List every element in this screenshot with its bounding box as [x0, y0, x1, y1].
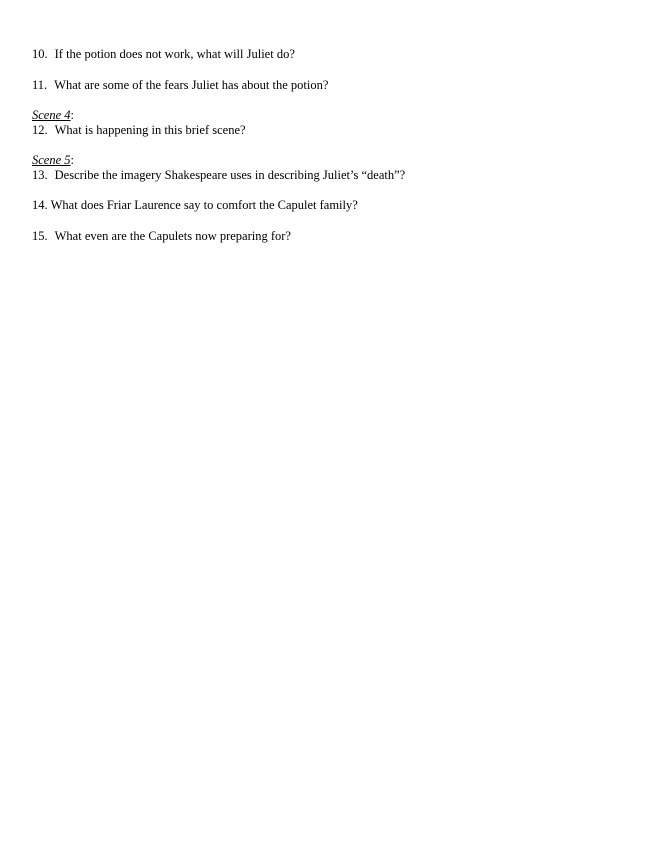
question-number: 15. — [32, 229, 48, 243]
question-text: What are some of the fears Juliet has about the potion? — [54, 78, 329, 92]
question-number: 11. — [32, 78, 48, 92]
question-text: Describe the imagery Shakespeare uses in describing Juliet’s “death”? — [54, 168, 406, 182]
question-15 — [32, 229, 291, 244]
question-12 — [32, 123, 246, 138]
scene-suffix: : — [70, 108, 75, 122]
scene-5-heading — [32, 153, 74, 168]
question-number: 12. — [32, 123, 48, 137]
question-14 — [32, 198, 358, 213]
scene-4-heading — [32, 108, 74, 123]
question-number: 13. — [32, 168, 48, 182]
question-10 — [32, 47, 295, 62]
question-text: If the potion does not work, what will Juliet do? — [54, 47, 295, 61]
scene-label: Scene 5 — [32, 153, 71, 167]
question-number: 14. — [32, 198, 48, 212]
scene-suffix: : — [70, 153, 75, 167]
question-11 — [32, 78, 328, 93]
scene-label: Scene 4 — [32, 108, 71, 122]
question-text: What is happening in this brief scene? — [54, 123, 246, 137]
question-text: What even are the Capulets now preparing for? — [54, 229, 291, 243]
question-text: What does Friar Laurence say to comfort the Capulet family? — [50, 198, 358, 212]
question-number: 10. — [32, 47, 48, 61]
question-13 — [32, 168, 405, 183]
